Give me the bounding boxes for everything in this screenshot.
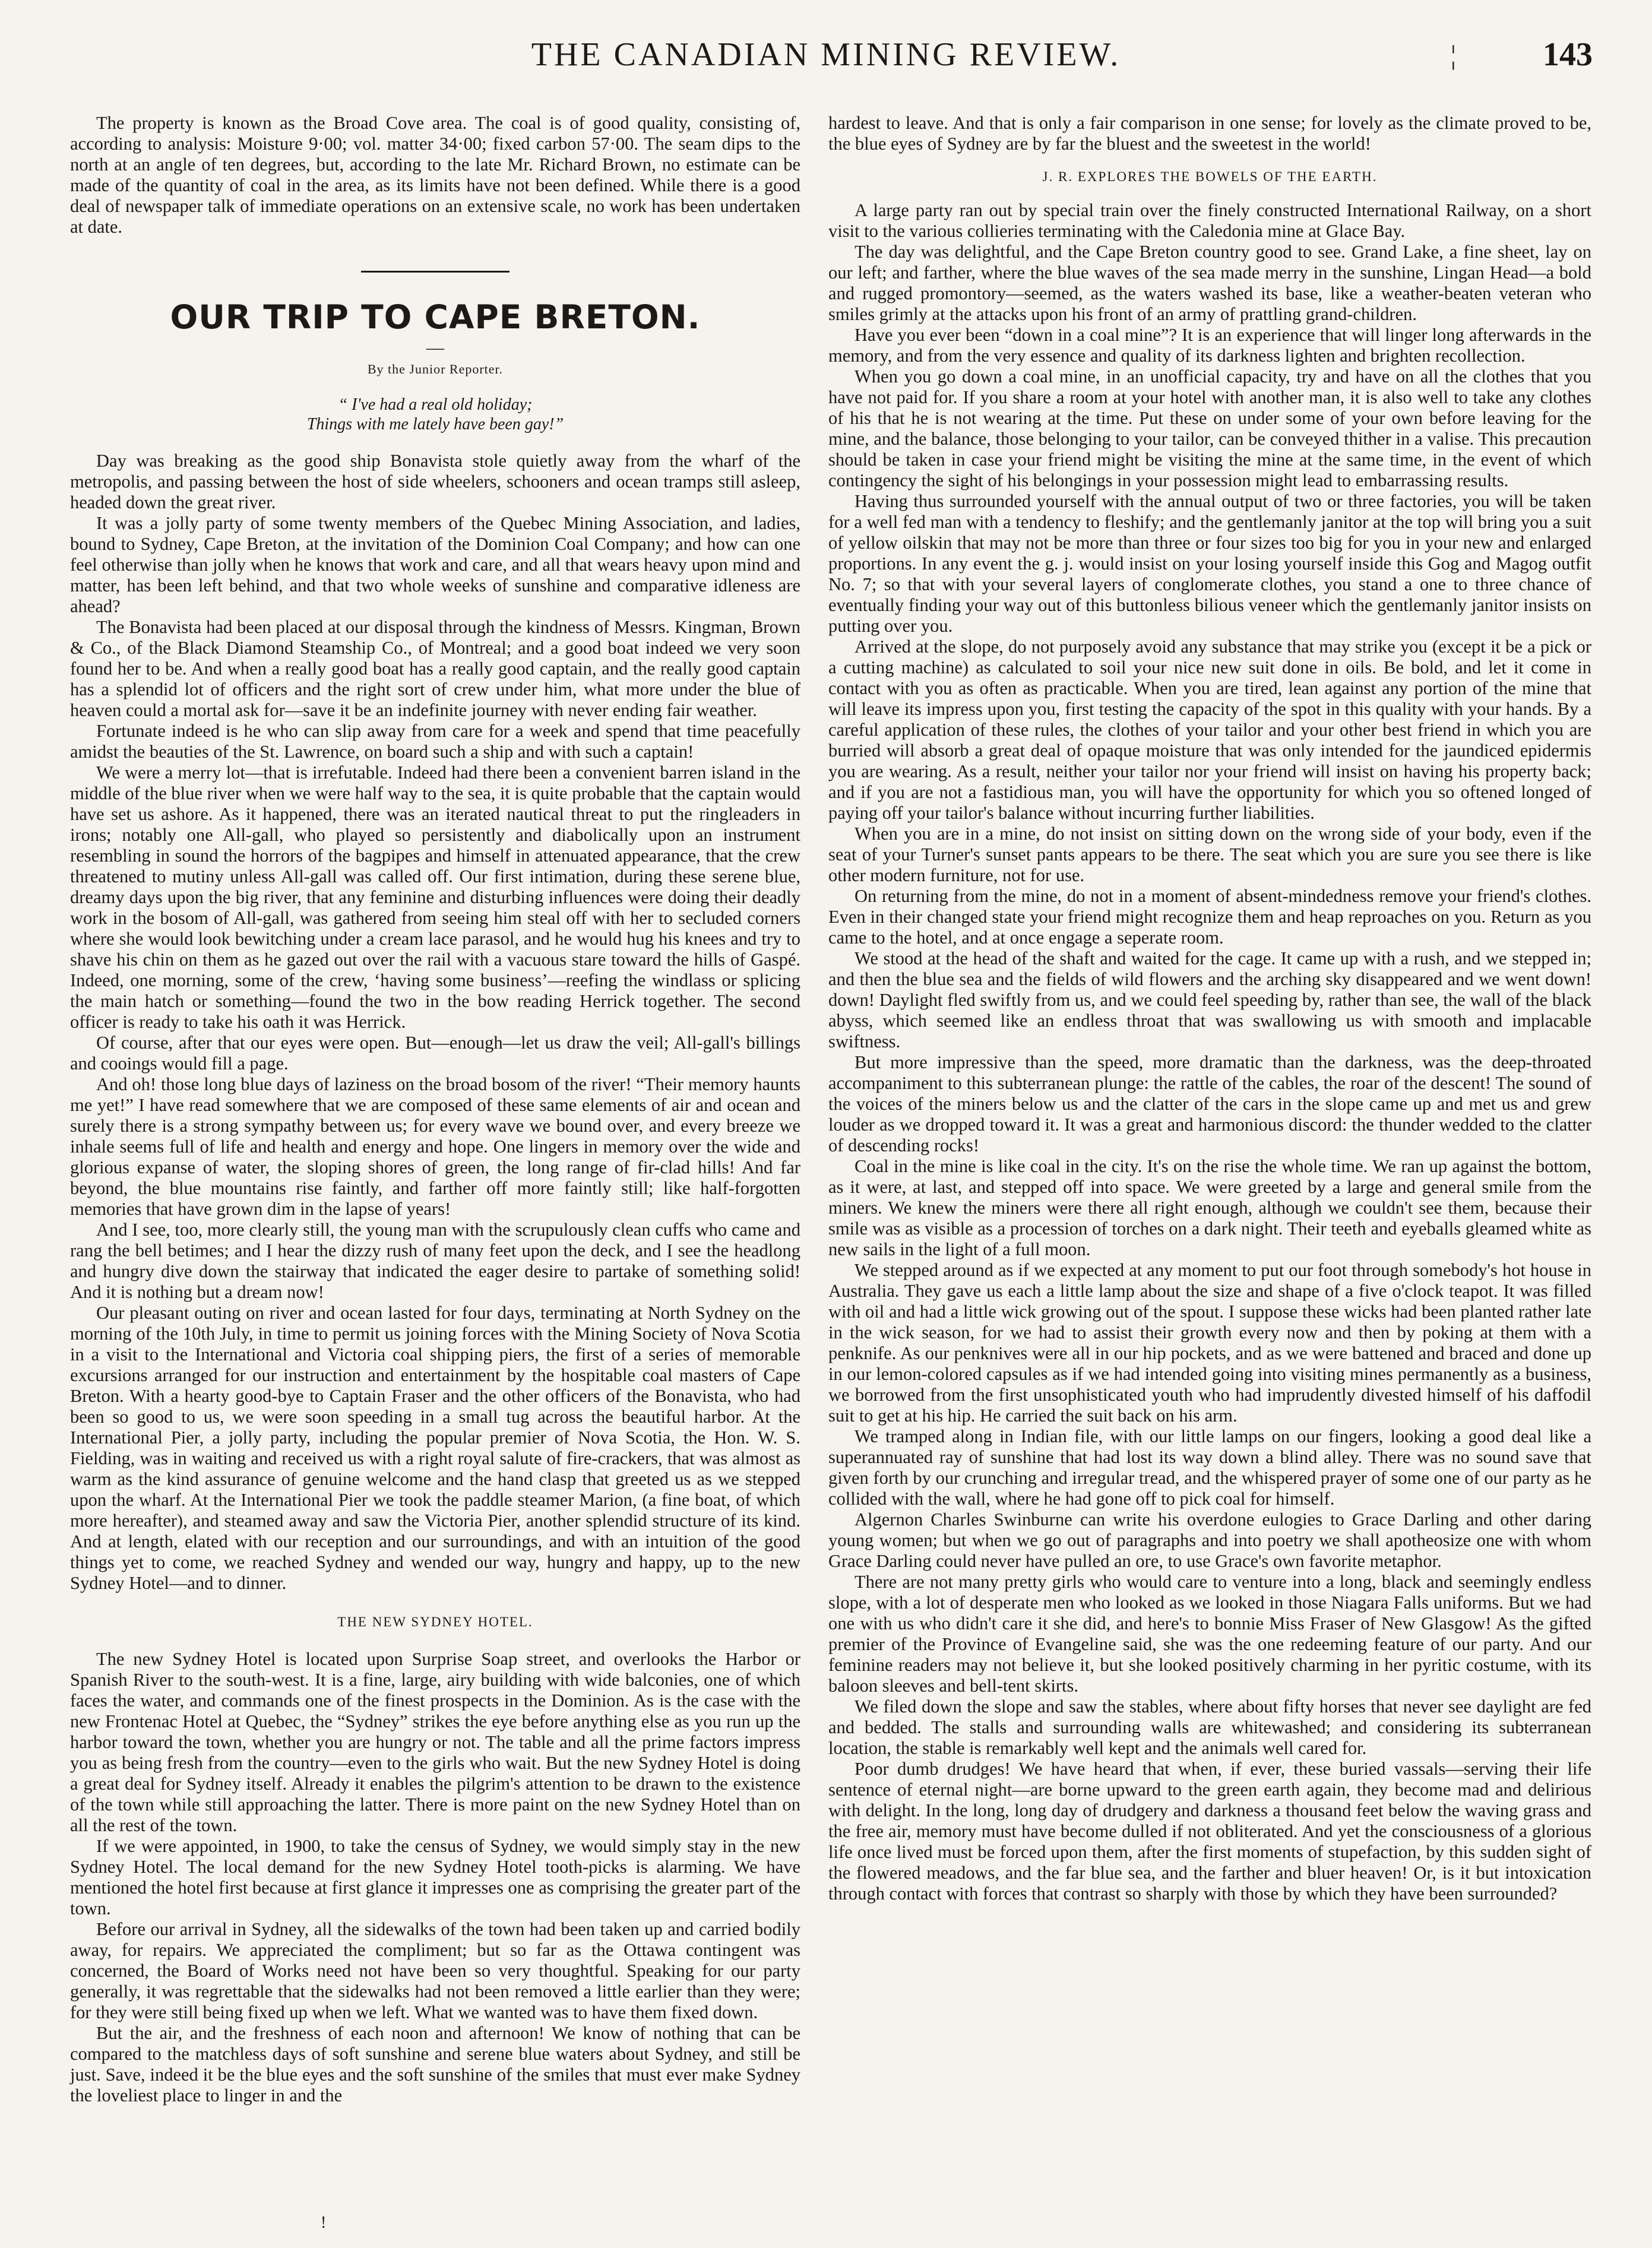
left-column [70,113,800,2106]
byline-dash: — [426,338,444,357]
body-paragraph: When you go down a coal mine, in an unofficial capacity, try and have on all the clothes that you have not paid for. If you share a room at your hotel with another man, it is also well to take any clothes of his that he is not wearing at the time. Put these on under some of your own before leaving for the mine, and the balance, those belonging to your tailor, can be conveyed thither in a valise. This precaution should be taken in case your friend might be visiting the mine at the same time, in the event of which contingency the sight of his belongings in your possession might lead to embarrassing results. [828,366,1591,490]
body-paragraph: We stepped around as if we expected at any moment to put our foot through somebody's hot house in Australia. They gave us each a little lamp about the size and shape of a five o'clock teapot. It was filled with oil and had a little wick growing out of the spout. I suppose these wicks had been planted rather late in the wick season, for we had to assist their growth every now and then by poking at them with a penknife. As our penknives were all in our hip pockets, and as we were battened and braced and done up in our lemon-colored capsules as if we had intended going into visiting mines permanently as a business, we borrowed from the first unsophisticated youth who had imprudently divested himself of his daffodil suit to get at his hip. He carried the suit back on his arm. [828,1260,1591,1426]
body-paragraph: But the air, and the freshness of each noon and afternoon! We know of nothing that can be compared to the matchless days of soft sunshine and serene blue waters about Sydney, and still be just. Save, indeed it be the blue eyes and the soft sunshine of the smiles that must ever make Sydney the loveliest place to linger in and the [70,2023,800,2105]
body-paragraph: And I see, too, more clearly still, the young man with the scrupulously clean cuffs who came and rang the bell betimes; and I hear the dizzy rush of many feet upon the deck, and I see the headlong and hungry dive down the stairway that indicated the eager desire to partake of something solid! And it is nothing but a dream now! [70,1220,800,1302]
body-paragraph: We were a merry lot—that is irrefutable. Indeed had there been a convenient barren island in the middle of the blue river when we were half way to the sea, it is quite probable that the captain would have set us ashore. As it happened, there was an iterated nautical threat to put the ringleaders in irons; notably one All-gall, who played so persistently and diabolically upon an instrument resembling in sound the horrors of the bagpipes and himself in attenuated appearance, that the crew threatened to mutiny unless All-gall was called off. Our first intimation, during these serene blue, dreamy days upon the big river, that any feminine and disturbing influences were doing their deadly work in the bosom of All-gall, was gathered from seeing him steal off with her to secluded corners where she would look bewitching under a cream lace parasol, and he would hug his knees and try to shave his chin on them as he gazed out over the rail with a vacuous stare toward the hills of Gaspé. Indeed, one morning, some of the crew, ‘having some business’—reefing the windlass or splicing the main hatch or something—found the two in the bow reading Herrick together. The second officer is ready to take his oath it was Herrick. [70,762,800,1032]
section-heading: THE NEW SYDNEY HOTEL. [337,1614,533,1629]
body-paragraph: On returning from the mine, do not in a moment of absent-mindedness remove your friend's clothes. Even in their changed state your friend might recognize them and heap reproaches on you. Return as you came to the hotel, and at once engage a seperate room. [828,886,1591,948]
body-paragraph: It was a jolly party of some twenty members of the Quebec Mining Association, and ladies, bound to Sydney, Cape Breton, at the invitation of the Dominion Coal Company; and how can one feel otherwise than jolly when he knows that work and care, and all that wears heavy upon mind and matter, has been left behind, and that two whole weeks of sunshine and comparative idleness are ahead? [70,513,800,616]
epigraph-line: “ I've had a real old holiday; [338,395,533,414]
epigraph-line: Things with me lately have been gay!” [306,415,564,433]
page-header [0,36,1652,89]
body-paragraph: Before our arrival in Sydney, all the sidewalks of the town had been taken up and carried bodily away, for repairs. We appreciated the compliment; but so far as the Ottawa contingent was concerned, the Board of Works need not have been so very thoughtful. Speaking for our party generally, it was regrettable that the sidewalks had not been removed a little earlier than they were; for they were still being fixed up when we left. What we wanted was to have them fixed down. [70,1919,800,2022]
body-paragraph: Algernon Charles Swinburne can write his overdone eulogies to Grace Darling and other daring young women; but when we go out of paragraphs and into poetry we shall apotheosize one with whom Grace Darling could never have pulled an ore, to use Grace's own favorite metaphor. [828,1509,1591,1571]
body-paragraph: Of course, after that our eyes were open. But—enough—let us draw the veil; All-gall's billings and cooings would fill a page. [70,1033,800,1074]
body-paragraph: Fortunate indeed is he who can slip away from care for a week and spend that time peacefully amidst the beauties of the St. Lawrence, on board such a ship and with such a captain! [70,721,800,762]
right-column [828,113,1591,1904]
intro-paragraph: The property is known as the Broad Cove area. The coal is of good quality, consisting of, according to analysis: Moisture 9·00; vol. matter 34·00; fixed carbon 57·00. The seam dips to the north at an angle of ten degrees, but, according to the late Mr. Richard Brown, no estimate can be made of the quantity of coal in the area, as its limits have not been defined. While there is a good deal of newspaper talk of immediate operations on an extensive scale, no work has been undertaken at date. [70,113,800,237]
body-paragraph: The Bonavista had been placed at our disposal through the kindness of Messrs. Kingman, Brown & Co., of the Black Diamond Steamship Co., of Montreal; and a good boat indeed we very soon found her to be. And when a really good boat has a really good captain, and the really good captain has a splendid lot of officers and the right sort of crew under him, what more under the blue of heaven could a mortal ask for—save it be an indefinite journey with never ending fair weather. [70,617,800,720]
body-paragraph: We filed down the slope and saw the stables, where about fifty horses that never see daylight are fed and bedded. The stalls and surrounding walls are whitewashed; and considering its subterranean location, the stable is remarkably well kept and the animals well cared for. [828,1696,1591,1758]
body-paragraph: The day was delightful, and the Cape Breton country good to see. Grand Lake, a fine sheet, lay on our left; and farther, where the blue waves of the sea made merry in the sunshine, Lingan Head—a bold and rugged promontory—seemed, as the waters washed its base, like a weather-beaten veteran who smiles grimly at the attacks upon his front of an army of prattling grand-children. [828,242,1591,324]
epigraph [70,395,800,434]
article-title: OUR TRIP TO CAPE BRETON. [170,298,701,336]
body-paragraph: A large party ran out by special train over the finely constructed International Railway, on a short visit to the various collieries terminating with the Caledonia mine at Glace Bay. [828,200,1591,241]
body-paragraph: When you are in a mine, do not insist on sitting down on the wrong side of your body, even if the seat of your Turner's sunset pants appears to be there. The seat which you are sure you see there is like other modern furniture, not for use. [828,824,1591,885]
body-paragraph: We stood at the head of the shaft and waited for the cage. It came up with a rush, and we stepped in; and then the blue sea and the fields of wild flowers and the arching sky disappeared and we went down! down! Daylight fled swiftly from us, and we could feel speeding by, rather than see, the wall of the black abyss, which seemed like an endless throat that was swallowing us with smooth and implacable swiftness. [828,948,1591,1052]
body-paragraph: There are not many pretty girls who would care to venture into a long, black and seemingly endless slope, with a lot of desperate men who looked as we looked in those Niagara Falls uniforms. But we had one with us who didn't care it she did, and here's to bonnie Miss Fraser of New Glasgow! As the gifted premier of the Province of Evangeline said, she was the one redeeming feature of our party. And our feminine readers may not believe it, but she looked positively charming in her pyritic costume, with its baloon sleeves and bell-tent skirts. [828,1572,1591,1696]
body-paragraph: Arrived at the slope, do not purposely avoid any substance that may strike you (except it be a pick or a cutting machine) as calculated to soil your nice new suit done in oils. Be bold, and let it come in contact with you as often as practicable. When you are tired, lean against any portion of the mine that will leave its impress upon you, first testing the capacity of the spot in this quality with your hands. By a careful application of these rules, the clothes of your tailor and your other best friend in which you are burried will absorb a great deal of opaque moisture that was only intended for the jaundiced epidermis you are wearing. As a result, neither your tailor nor your friend will insist on having his property back; and if you are not a fastidious man, you will have the opportunity for which you so oftened longed of paying off your tailor's balance without incurring further liabilities. [828,637,1591,823]
header-mark: ¦ [1450,40,1456,70]
body-paragraph: We tramped along in Indian file, with our little lamps on our fingers, looking a good deal like a superannuated ray of sunshine that had lost its way down a blind alley. There was no sound save that given forth by our crunching and irregular tread, and the whispered prayer of some one of our party as he collided with the wall, where he had gone off to pick coal for himself. [828,1426,1591,1509]
journal-title: THE CANADIAN MINING REVIEW. [531,36,1121,73]
page-number: 143 [1543,36,1593,73]
continuation-paragraph: hardest to leave. And that is only a fair comparison in one sense; for lovely as the climate proved to be, the blue eyes of Sydney are by far the bluest and the sweetest in the world! [828,113,1591,154]
body-paragraph: But more impressive than the speed, more dramatic than the darkness, was the deep-throated accompaniment to this subterranean plunge: the rattle of the cables, the roar of the descent! The sound of the voices of the miners below us and the clatter of the cars in the slope came up and met us and grew louder as we dropped toward it. It was a great and harmonious discord: the thunder wedded to the clatter of descending rocks! [828,1052,1591,1155]
separator-rule [361,271,509,273]
body-paragraph: And oh! those long blue days of laziness on the broad bosom of the river! “Their memory haunts me yet!” I have read somewhere that we are composed of these same elements of air and ocean and surely there is a strong sympathy between us; for every wave we bound over, and every breeze we inhale seems full of life and health and energy and hope. One lingers in memory over the wide and glorious expanse of water, the sloping shores of green, the long range of fir-clad hills! And far beyond, the blue mountains rise faintly, and farther off more faintly still; like half-forgotten memories that have grown dim in the lapse of years! [70,1074,800,1219]
body-paragraph: Coal in the mine is like coal in the city. It's on the rise the whole time. We ran up against the bottom, as it were, at last, and stepped off into space. We were greeted by a large and general smile from the miners. We knew the miners were there all right enough, although we couldn't see them, because their smile was as visible as a procession of torches on a dark night. Their teeth and eyeballs gleamed white as new sails in the light of a full moon. [828,1156,1591,1259]
body-paragraph: Our pleasant outing on river and ocean lasted for four days, terminating at North Sydney on the morning of the 10th July, in time to permit us joining forces with the Mining Society of Nova Scotia in a visit to the International and Victoria coal shipping piers, the first of a series of memorable excursions arranged for our instruction and entertainment by the hospitable coal masters of Cape Breton. With a hearty good-bye to Captain Fraser and the other officers of the Bonavista, who had been so good to us, we were soon speeding in a small tug across the beautiful harbor. At the International Pier, a jolly party, including the popular premier of Nova Scotia, the Hon. W. S. Fielding, was in waiting and received us with a right royal salute of fire-crackers, that was almost as warm as the kind assurance of genuine welcome and the hand clasp that greeted us as we stepped upon the wharf. At the International Pier we took the paddle steamer Marion, (a fine boat, of which more hereafter), and steamed away and saw the Victoria Pier, another splendid structure of its kind. And at length, elated with our reception and our surroundings, and with an intuition of the good things yet to come, we reached Sydney and wended our way, hungry and happy, up to the new Sydney Hotel—and to dinner. [70,1303,800,1593]
section-heading: J. R. EXPLORES THE BOWELS OF THE EARTH. [1042,169,1378,184]
body-paragraph: The new Sydney Hotel is located upon Surprise Soap street, and overlooks the Harbor or Spanish River to the south-west. It is a fine, large, airy building with wide balconies, one of which faces the water, and commands one of the finest prospects in the Dominion. As is the case with the new Frontenac Hotel at Quebec, the “Sydney” strikes the eye before anything else as you run up the harbor toward the town, whether you are hungry or not. The table and all the prime factors impress you as being fresh from the country—even to the girls who wait. But the new Sydney Hotel is doing a great deal for Sydney itself. Already it enables the pilgrim's attention to be drawn to the existence of the town while still approaching the latter. There is more paint on the new Sydney Hotel than on all the rest of the town. [70,1649,800,1835]
body-paragraph: Day was breaking as the good ship Bonavista stole quietly away from the wharf of the metropolis, and passing between the host of side wheelers, schooners and ocean tramps still asleep, headed down the great river. [70,451,800,512]
body-paragraph: If we were appointed, in 1900, to take the census of Sydney, we would simply stay in the new Sydney Hotel. The local demand for the new Sydney Hotel tooth-picks is alarming. We have mentioned the hotel first because at first glance it impresses one as comprising the greater part of the town. [70,1836,800,1918]
body-paragraph: Have you ever been “down in a coal mine”? It is an experience that will linger long afterwards in the memory, and from the very essence and quality of its darkness lighten and brighten recollection. [828,325,1591,366]
byline: By the Junior Reporter. [367,362,504,376]
footer-mark: ! [321,2214,327,2232]
body-paragraph: Poor dumb drudges! We have heard that when, if ever, these buried vassals—serving their life sentence of eternal night—are borne upward to the green earth again, they become mad and delirious with delight. In the long, long day of drudgery and darkness a thousand feet below the waving grass and the free air, memory must have become dulled if not obliterated. And yet the consciousness of a glorious life once lived must be forced upon them, after the first moments of stupefaction, by this sudden sight of the flowered meadows, and the far blue sea, and the farther and bluer heaven! Or, is it but intoxication through contact with forces that contrast so sharply with those by which they have been surrounded? [828,1759,1591,1904]
body-paragraph: Having thus surrounded yourself with the annual output of two or three factories, you will be taken for a well fed man with a tendency to fleshify; and the gentlemanly janitor at the top will bring you a suit of yellow oilskin that may not be more than three or four sizes too big for you in your new and enlarged proportions. In any event the g. j. would insist on your losing yourself inside this Gog and Magog outfit No. 7; so that with your several layers of conglomerate clothes, you stand a one to three chance of eventually finding your way out of this buttonless bilious veneer which the gentlemanly janitor insists on putting over you. [828,491,1591,636]
